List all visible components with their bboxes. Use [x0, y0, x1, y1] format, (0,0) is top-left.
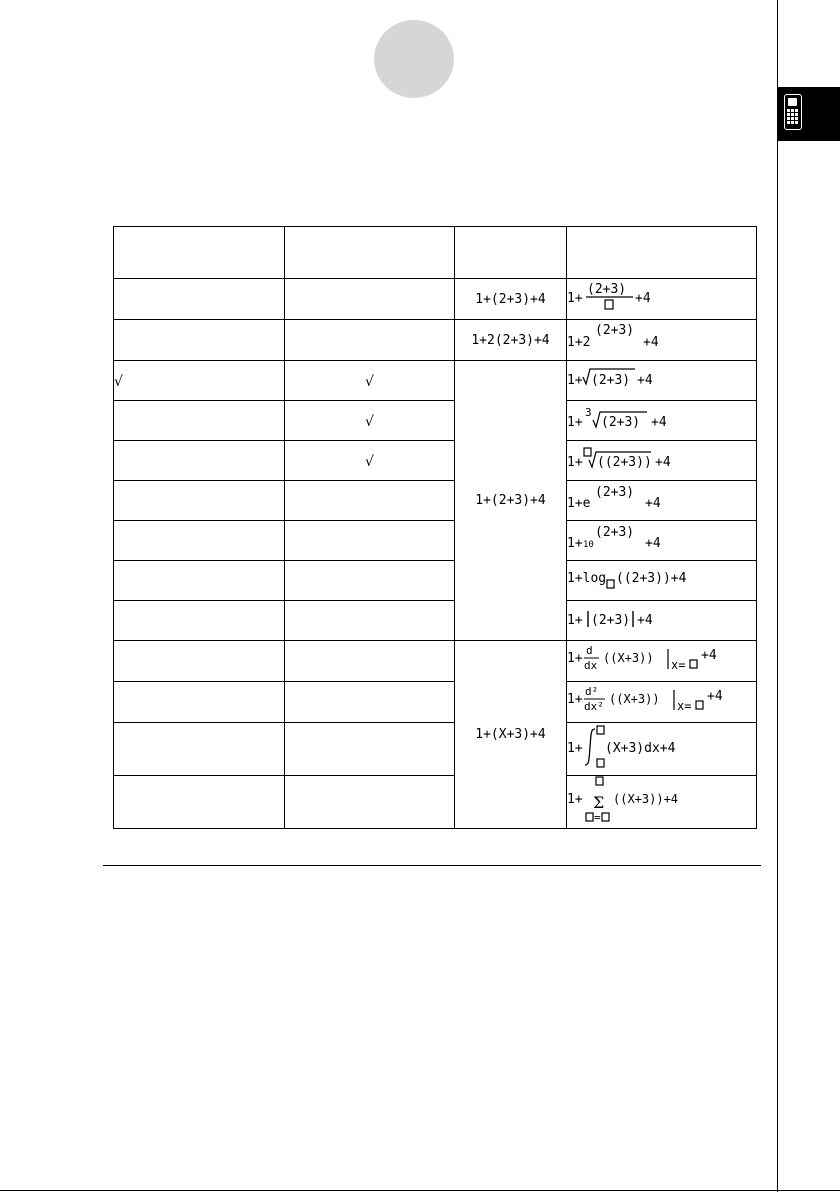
exp-10-expression — [567, 523, 747, 555]
after-expression — [567, 441, 757, 481]
svg-text:1+: 1+ — [567, 291, 583, 306]
svg-text:1+2: 1+2 — [567, 335, 591, 350]
integral-expression — [567, 723, 749, 771]
svg-text:+4: +4 — [637, 372, 653, 388]
derivative-expression — [567, 641, 749, 677]
function-insert-table — [113, 226, 757, 829]
svg-text:(2+3): (2+3) — [591, 612, 631, 628]
table-row — [114, 401, 757, 441]
table-cell — [114, 521, 285, 561]
table-cell — [285, 561, 455, 601]
power-expression — [567, 320, 747, 356]
before-expression: 1+(2+3)+4 — [455, 279, 567, 320]
margin-rule — [777, 0, 778, 1192]
after-expression — [567, 561, 757, 601]
page-number-circle — [374, 20, 454, 98]
sqrt-expression — [567, 364, 747, 394]
table-cell — [114, 279, 285, 320]
svg-text:+4: +4 — [643, 335, 659, 350]
after-expression — [567, 481, 757, 521]
after-expression — [567, 601, 757, 641]
svg-text:+4: +4 — [637, 612, 653, 628]
svg-text:((2+3)): ((2+3)) — [597, 454, 652, 470]
table-cell — [114, 723, 285, 776]
svg-text:1+log: 1+log — [567, 570, 607, 586]
svg-text:+4: +4 — [645, 535, 661, 551]
table-cell — [114, 682, 285, 723]
table-cell — [114, 320, 285, 361]
table-row — [114, 561, 757, 601]
table-row — [114, 723, 757, 776]
svg-text:1+: 1+ — [567, 535, 583, 551]
after-expression — [567, 401, 757, 441]
svg-text:1+: 1+ — [567, 414, 583, 430]
svg-text:+4: +4 — [701, 648, 717, 663]
after-expression — [567, 361, 757, 401]
table-cell — [567, 227, 757, 279]
svg-text:+4: +4 — [707, 689, 723, 704]
table-row — [114, 641, 757, 682]
svg-text:=: = — [594, 811, 601, 824]
table-cell — [285, 601, 455, 641]
after-expression — [567, 320, 757, 361]
table-cell — [285, 481, 455, 521]
svg-text:1+: 1+ — [567, 692, 583, 707]
svg-text:(2+3): (2+3) — [595, 323, 635, 338]
before-expression: 1+(2+3)+4 — [455, 361, 567, 641]
sqrt-symbol: √ — [365, 454, 374, 470]
after-expression — [567, 521, 757, 561]
cube-root-expression — [567, 404, 747, 434]
svg-text:dx²: dx² — [584, 700, 604, 713]
table-cell — [114, 641, 285, 682]
table-cell — [114, 361, 285, 401]
calculator-icon — [784, 94, 802, 130]
sqrt-symbol: √ — [365, 374, 374, 390]
table-row — [114, 361, 757, 401]
table-cell — [114, 776, 285, 829]
svg-text:(2+3): (2+3) — [595, 484, 635, 500]
table-row — [114, 320, 757, 361]
table-cell — [285, 521, 455, 561]
before-expression: 1+(X+3)+4 — [455, 641, 567, 829]
table-row — [114, 521, 757, 561]
table-cell — [285, 682, 455, 723]
svg-text:1+: 1+ — [567, 612, 583, 628]
svg-text:1+: 1+ — [567, 651, 583, 666]
table-row — [114, 441, 757, 481]
svg-text:1+: 1+ — [567, 741, 583, 756]
after-expression — [567, 723, 757, 776]
table-cell — [285, 401, 455, 441]
svg-text:+4: +4 — [645, 495, 661, 511]
second-derivative-expression — [567, 682, 749, 718]
table-cell — [114, 401, 285, 441]
table-row — [114, 279, 757, 320]
abs-expression — [567, 604, 747, 634]
table-cell — [455, 227, 567, 279]
nth-root-expression — [567, 444, 747, 474]
svg-text:Σ: Σ — [593, 793, 605, 812]
sqrt-symbol: √ — [114, 374, 123, 390]
svg-text:x=: x= — [671, 658, 686, 672]
svg-text:(2+3): (2+3) — [591, 372, 631, 388]
svg-text:((X+3))+4: ((X+3))+4 — [613, 792, 679, 806]
exp-e-expression — [567, 483, 747, 515]
table-cell — [285, 441, 455, 481]
after-expression — [567, 682, 757, 723]
after-expression — [567, 776, 757, 829]
table-row — [114, 776, 757, 829]
svg-text:(X+3)dx+4: (X+3)dx+4 — [605, 741, 676, 756]
table-cell — [114, 481, 285, 521]
table-row — [114, 682, 757, 723]
svg-text:+4: +4 — [651, 414, 667, 430]
svg-text:+4: +4 — [635, 291, 651, 306]
svg-text:+4: +4 — [655, 454, 671, 470]
svg-text:1+: 1+ — [567, 372, 583, 388]
svg-text:((X+3)): ((X+3)) — [603, 651, 654, 665]
sqrt-symbol: √ — [365, 414, 374, 430]
svg-text:3: 3 — [585, 405, 592, 419]
table-row — [114, 481, 757, 521]
table-cell — [285, 641, 455, 682]
table-cell — [285, 361, 455, 401]
svg-text:((X+3)): ((X+3)) — [609, 692, 660, 706]
fraction-expression — [567, 279, 747, 315]
table-cell — [285, 320, 455, 361]
svg-text:1+: 1+ — [567, 792, 583, 807]
table-cell — [285, 776, 455, 829]
svg-text:((2+3))+4: ((2+3))+4 — [616, 570, 687, 586]
after-expression — [567, 641, 757, 682]
section-divider — [103, 865, 761, 866]
svg-text:10: 10 — [583, 539, 594, 550]
svg-text:1+: 1+ — [567, 454, 583, 470]
svg-text:d²: d² — [585, 685, 599, 698]
summation-expression — [567, 776, 749, 824]
svg-text:dx: dx — [584, 659, 598, 672]
after-expression — [567, 279, 757, 320]
svg-text:(2+3): (2+3) — [587, 282, 627, 297]
table-cell — [285, 279, 455, 320]
svg-text:x=: x= — [677, 699, 692, 713]
table-cell — [114, 227, 285, 279]
svg-text:d: d — [586, 644, 593, 657]
log-expression — [567, 564, 747, 594]
svg-text:1+e: 1+e — [567, 495, 591, 511]
bottom-rule — [0, 1190, 840, 1191]
before-expression: 1+2(2+3)+4 — [455, 320, 567, 361]
svg-text:(2+3): (2+3) — [601, 414, 641, 430]
table-cell — [114, 441, 285, 481]
table-cell — [114, 601, 285, 641]
svg-text:(2+3): (2+3) — [595, 524, 635, 540]
table-cell — [285, 723, 455, 776]
table-row — [114, 601, 757, 641]
table-cell — [114, 561, 285, 601]
table-header-row — [114, 227, 757, 279]
table-cell — [285, 227, 455, 279]
